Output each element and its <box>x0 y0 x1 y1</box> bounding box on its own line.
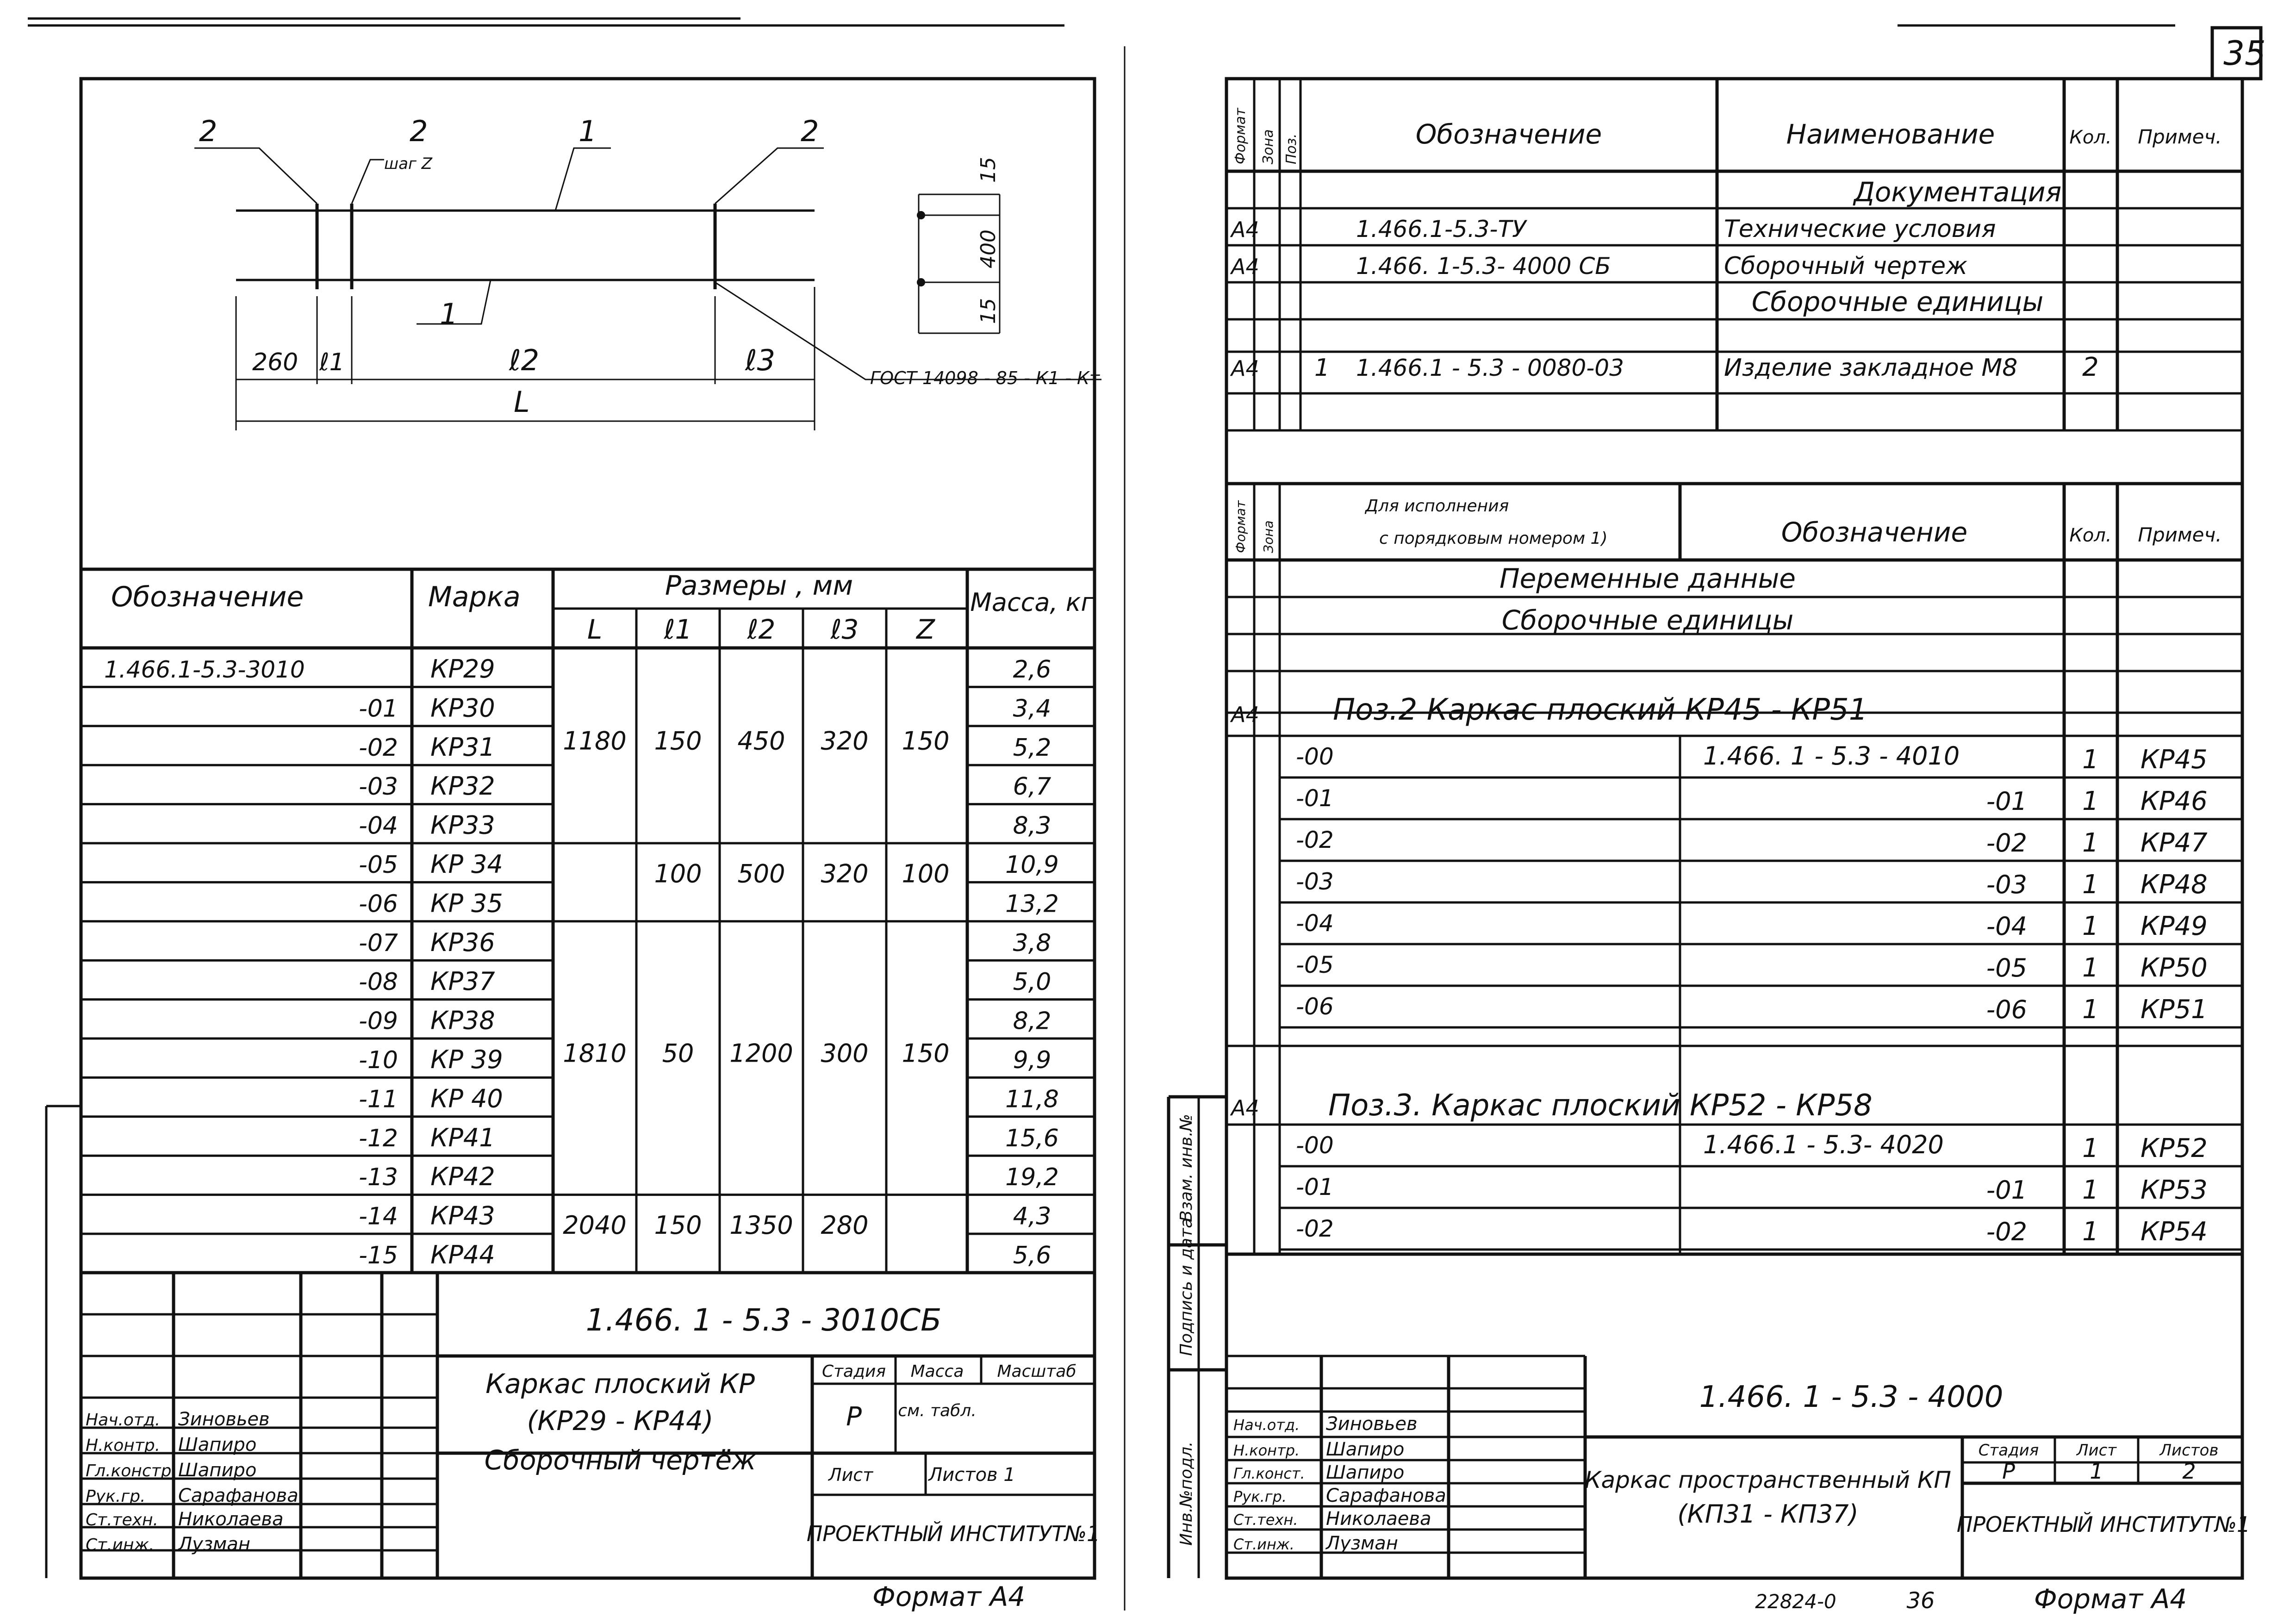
group-l2: 1350 <box>729 1211 793 1240</box>
spec-designation: 1.466.1 - 5.3 - 0080-03 <box>1356 354 1624 381</box>
person-name: Лузман <box>178 1534 250 1555</box>
mass-header: Масса <box>910 1362 964 1381</box>
dim-l3: ℓ3 <box>745 343 776 377</box>
variant-note: КР48 <box>2140 870 2208 900</box>
organization: ПРОЕКТНЫЙ ИНСТИТУТ№1 <box>1956 1512 2251 1537</box>
position-label-1b: 1 <box>440 297 458 331</box>
row-mark: КР37 <box>430 967 495 996</box>
spec-note-header: Примеч. <box>2138 125 2222 148</box>
row-mark: КР44 <box>430 1240 495 1269</box>
variant-qty: 1 <box>2082 828 2099 858</box>
group-l1: 100 <box>654 859 702 889</box>
sheet-header: Лист <box>828 1465 873 1485</box>
row-mark: КР 34 <box>430 850 503 879</box>
row-mass: 11,8 <box>1005 1085 1059 1113</box>
role-label: Гл.конст. <box>1233 1465 1305 1482</box>
row-mark: КР33 <box>430 810 495 840</box>
spec-pos: 1 <box>1314 354 1330 382</box>
row-mass: 13,2 <box>1005 890 1059 918</box>
person-name: Николаева <box>1326 1508 1431 1530</box>
sheets-header: Листов <box>2159 1441 2219 1460</box>
row-mass: 3,4 <box>1013 695 1052 723</box>
role-label: Ст.инж. <box>1233 1536 1294 1553</box>
row-mark: КР 35 <box>430 889 503 918</box>
variant-qty: 1 <box>2082 995 2099 1025</box>
role-label: Н.контр. <box>1233 1442 1300 1459</box>
group-L: 1810 <box>563 1038 627 1068</box>
exec-number: -00 <box>1296 1132 1334 1159</box>
variant-designation: -02 <box>1986 828 2027 858</box>
row-mass: 5,6 <box>1013 1242 1052 1269</box>
side-label-signature: Подпись и дата <box>1177 1218 1196 1356</box>
position-label-1a: 1 <box>579 114 597 148</box>
spec-designation: 1.466. 1-5.3- 4000 СБ <box>1356 253 1611 280</box>
row-designation: -04 <box>359 812 398 840</box>
variant-designation: -01 <box>1986 787 2027 816</box>
exec-number: -03 <box>1296 868 1334 895</box>
drawing-name-line1: Каркас плоский КР <box>485 1368 755 1399</box>
variant-designation: -04 <box>1986 912 2027 941</box>
spec-section-documentation: Документация <box>1854 176 2062 208</box>
spec-qty-header: Кол. <box>2069 127 2112 148</box>
group-z: 100 <box>902 859 950 889</box>
sheets-header: Листов 1 <box>928 1464 1015 1486</box>
person-name: Шапиро <box>1326 1462 1405 1483</box>
pitch-label: шаг Z <box>384 155 432 173</box>
rebar-cage-drawing <box>199 114 1101 419</box>
row-designation: -05 <box>359 851 398 879</box>
row-designation: -10 <box>359 1046 398 1074</box>
row-designation: -11 <box>359 1085 398 1113</box>
group-l1: 150 <box>654 1211 702 1240</box>
exec-number: -01 <box>1296 785 1334 812</box>
role-label: Н.контр. <box>86 1436 161 1455</box>
var-title-assembly-units: Сборочные единицы <box>1501 604 1794 636</box>
var-note-header: Примеч. <box>2138 523 2222 546</box>
person-name: Зиновьев <box>1326 1413 1418 1435</box>
row-designation: -14 <box>359 1202 398 1231</box>
position-label-2b: 2 <box>410 114 428 148</box>
header-mass: Масса, кг <box>970 588 1094 617</box>
var-title-variable-data: Переменные данные <box>1500 563 1796 594</box>
drawing-code: 1.466. 1 - 5.3 - 3010СБ <box>585 1302 942 1338</box>
dim-260: 260 <box>252 348 299 376</box>
spec-name: Сборочный чертеж <box>1724 252 1967 280</box>
person-name: Шапиро <box>178 1434 257 1455</box>
header-mark: Марка <box>428 581 521 613</box>
variant-note: КР52 <box>2140 1133 2208 1163</box>
row-designation: -01 <box>359 695 398 723</box>
variant-qty: 1 <box>2082 870 2099 900</box>
exec-number: -00 <box>1296 743 1334 770</box>
stage-value: Р <box>2002 1459 2015 1484</box>
row-mark: КР43 <box>430 1201 495 1231</box>
spec-name: Технические условия <box>1724 215 1996 243</box>
row-mass: 9,9 <box>1013 1046 1052 1074</box>
variant-note: КР47 <box>2140 828 2208 858</box>
pos3-format: А4 <box>1231 1095 1259 1120</box>
section-dim-15b: 15 <box>977 298 1000 324</box>
side-label-replacement: Взам. инв.№ <box>1177 1114 1196 1222</box>
row-mark: КР32 <box>430 771 495 801</box>
dim-l1: ℓ1 <box>319 348 345 376</box>
spec-section-units: Сборочные единицы <box>1751 286 2044 317</box>
role-label: Нач.отд. <box>1233 1416 1300 1434</box>
variant-note: КР50 <box>2140 953 2208 983</box>
exec-number: -04 <box>1296 910 1334 937</box>
variant-note: КР49 <box>2140 911 2208 941</box>
section-dim-400: 400 <box>977 230 1000 268</box>
exec-number: -01 <box>1296 1174 1334 1200</box>
group-l2: 1200 <box>729 1038 793 1068</box>
row-designation: -09 <box>359 1007 398 1035</box>
group-l3: 280 <box>821 1211 869 1240</box>
row-mass: 4,3 <box>1013 1202 1052 1231</box>
var-designation-header: Обозначение <box>1781 516 1968 548</box>
var-for-exec-header: Для исполнения <box>1365 497 1509 516</box>
group-l3: 300 <box>821 1038 869 1068</box>
row-mass: 3,8 <box>1013 929 1052 957</box>
row-mass: 19,2 <box>1005 1163 1059 1192</box>
section-dim-15a: 15 <box>977 157 1000 183</box>
drawing-code: 1.466. 1 - 5.3 - 4000 <box>1699 1380 2004 1414</box>
row-mark: КР31 <box>430 732 495 762</box>
variant-note: КР51 <box>2140 995 2208 1025</box>
archive-number: 36 <box>1906 1588 1935 1614</box>
row-designation: -02 <box>359 734 398 762</box>
variant-designation: 1.466.1 - 5.3- 4020 <box>1703 1130 1944 1159</box>
variant-qty: 1 <box>2082 953 2099 983</box>
row-mass: 10,9 <box>1005 851 1059 879</box>
pos2-format: А4 <box>1231 702 1259 727</box>
header-z: Z <box>916 614 935 645</box>
drawing-name-line2: (КП31 - КП37) <box>1677 1499 1859 1529</box>
spec-designation-header: Обозначение <box>1415 118 1602 150</box>
variant-designation: -05 <box>1986 953 2027 983</box>
group-l2: 500 <box>737 859 785 889</box>
spec-designation: 1.466.1-5.3-ТУ <box>1356 216 1526 243</box>
variant-qty: 1 <box>2082 1133 2099 1163</box>
spec-pos-header: Поз. <box>1283 133 1300 164</box>
variant-designation: -02 <box>1986 1217 2027 1246</box>
row-mark: КР36 <box>430 927 495 957</box>
variant-note: КР54 <box>2140 1217 2208 1247</box>
exec-number: -02 <box>1296 1215 1334 1242</box>
person-name: Шапиро <box>178 1460 257 1481</box>
group-L: 1180 <box>563 726 627 756</box>
spec-format: А4 <box>1231 356 1259 381</box>
exec-number: -06 <box>1296 993 1334 1020</box>
row-mass: 8,2 <box>1013 1007 1052 1035</box>
group-L: 2040 <box>563 1211 627 1240</box>
stage-value: Р <box>846 1402 862 1432</box>
variant-note: КР46 <box>2140 786 2208 816</box>
group-z: 150 <box>902 726 950 756</box>
row-mark: КР38 <box>430 1006 495 1035</box>
variant-qty: 1 <box>2082 1175 2099 1205</box>
header-designation: Обозначение <box>111 581 304 613</box>
mass-table <box>104 570 1094 1269</box>
sheet-value: 1 <box>2090 1459 2103 1484</box>
stage-header: Стадия <box>1978 1441 2039 1460</box>
position-label-2a: 2 <box>199 114 218 148</box>
row-designation: 1.466.1-5.3-3010 <box>104 656 305 683</box>
var-for-exec2-header: с порядковым номером 1) <box>1379 529 1608 548</box>
group-z: 150 <box>902 1038 950 1068</box>
header-L: L <box>587 614 603 645</box>
row-mass: 6,7 <box>1013 773 1052 801</box>
dim-l2: ℓ2 <box>509 343 540 377</box>
person-name: Шапиро <box>1326 1439 1405 1460</box>
header-l2: ℓ2 <box>747 614 776 645</box>
role-label: Ст.техн. <box>86 1511 158 1530</box>
drawing-name-line1: Каркас пространственный КП <box>1585 1467 1951 1493</box>
group-l1: 50 <box>662 1038 694 1068</box>
row-mass: 8,3 <box>1013 812 1052 840</box>
person-name: Зиновьев <box>178 1409 270 1430</box>
variant-designation: -01 <box>1986 1175 2027 1205</box>
row-mass: 5,2 <box>1013 734 1052 762</box>
person-name: Николаева <box>178 1509 284 1530</box>
header-l3: ℓ3 <box>830 614 859 645</box>
variant-qty: 1 <box>2082 911 2099 941</box>
spec-format: А4 <box>1231 254 1259 279</box>
stage-header: Стадия <box>821 1362 886 1381</box>
pos2-title: Поз.2 Каркас плоский КР45 - КР51 <box>1333 693 1868 727</box>
row-mark: КР 39 <box>430 1045 503 1074</box>
group-l2: 450 <box>737 726 785 756</box>
person-name: Сарафанова <box>178 1485 299 1506</box>
format-label: Формат А4 <box>872 1581 1026 1612</box>
exec-number: -05 <box>1296 951 1334 978</box>
row-mark: КР30 <box>430 693 495 723</box>
group-l3: 320 <box>821 726 869 756</box>
sheet-header: Лист <box>2076 1441 2117 1460</box>
role-label: Гл.констр. <box>86 1461 177 1480</box>
variant-designation: 1.466. 1 - 5.3 - 4010 <box>1703 741 1960 771</box>
row-mark: КР42 <box>430 1162 495 1192</box>
person-name: Сарафанова <box>1326 1485 1446 1506</box>
variant-qty: 1 <box>2082 745 2099 775</box>
organization: ПРОЕКТНЫЙ ИНСТИТУТ№1 <box>806 1521 1101 1546</box>
role-label: Рук.гр. <box>1233 1488 1287 1505</box>
page-number: 35 <box>2223 34 2266 73</box>
sheets-value: 2 <box>2182 1459 2196 1484</box>
row-mass: 15,6 <box>1005 1124 1059 1152</box>
spec-format-header: Формат <box>1232 108 1249 164</box>
row-mark: КР 40 <box>430 1084 503 1113</box>
spec-zone-header: Зона <box>1260 129 1276 164</box>
spec-qty: 2 <box>2082 352 2099 382</box>
row-designation: -07 <box>359 929 398 957</box>
row-designation: -15 <box>359 1242 398 1269</box>
side-label-inventory: Инв.№подл. <box>1177 1441 1196 1546</box>
variant-designation: -03 <box>1986 870 2027 899</box>
drawing-name-line3: Сборочный чертёж <box>484 1444 756 1476</box>
variant-designation: -06 <box>1986 995 2027 1024</box>
row-mass: 2,6 <box>1013 656 1052 684</box>
spec-name-header: Наименование <box>1786 118 1995 150</box>
header-l1: ℓ1 <box>664 614 692 645</box>
role-label: Нач.отд. <box>86 1411 161 1430</box>
mass-value: см. табл. <box>898 1401 977 1420</box>
row-designation: -13 <box>359 1163 398 1192</box>
exec-number: -02 <box>1296 827 1334 853</box>
header-dimensions: Размеры , мм <box>665 570 853 601</box>
spec-format: А4 <box>1231 217 1259 242</box>
group-l3: 320 <box>821 859 869 889</box>
row-designation: -06 <box>359 890 398 918</box>
scale-header: Масштаб <box>997 1362 1076 1381</box>
var-format-header: Формат <box>1233 500 1248 553</box>
variant-qty: 1 <box>2082 1217 2099 1247</box>
var-zone-header: Зона <box>1261 520 1276 553</box>
group-l1: 150 <box>654 726 702 756</box>
format-label: Формат А4 <box>2034 1583 2187 1615</box>
role-label: Ст.инж. <box>86 1536 155 1555</box>
position-label-2c: 2 <box>801 114 819 148</box>
dim-L: L <box>514 385 530 419</box>
pos3-title: Поз.3. Каркас плоский КР52 - КР58 <box>1328 1088 1873 1123</box>
archive-code: 22824-0 <box>1755 1590 1836 1613</box>
variant-qty: 1 <box>2082 786 2099 816</box>
row-designation: -03 <box>359 773 398 801</box>
spec-name: Изделие закладное М8 <box>1724 354 2018 382</box>
drawing-name-line2: (КР29 - КР44) <box>527 1405 714 1436</box>
row-mass: 5,0 <box>1013 968 1052 996</box>
row-designation: -08 <box>359 968 398 996</box>
gost-label: ГОСТ 14098 - 85 - К1 - Кт <box>870 368 1100 388</box>
variant-note: КР45 <box>2140 745 2208 775</box>
var-qty-header: Кол. <box>2069 525 2112 546</box>
row-mark: КР41 <box>430 1123 495 1152</box>
row-mark: КР29 <box>430 654 495 684</box>
role-label: Рук.гр. <box>86 1487 146 1506</box>
person-name: Лузман <box>1326 1533 1398 1554</box>
role-label: Ст.техн. <box>1233 1511 1298 1529</box>
row-designation: -12 <box>359 1124 398 1152</box>
variant-note: КР53 <box>2140 1175 2208 1205</box>
